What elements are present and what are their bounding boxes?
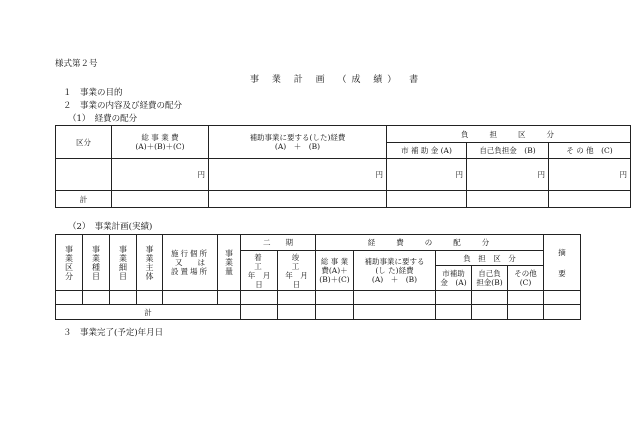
header-self-burden: 自己負 担金(B) — [472, 266, 508, 291]
header-self-burden: 自己負担金 (B) — [467, 143, 549, 159]
header-period: 二 期 — [241, 235, 316, 251]
yen-unit: 円 — [467, 159, 549, 191]
yen-unit: 円 — [387, 159, 467, 191]
table-row — [56, 159, 631, 191]
header-remarks: 摘 要 — [544, 235, 581, 291]
item-content-and-expense: ２ 事業の内容及び経費の配分 — [63, 101, 183, 111]
business-plan-table — [55, 234, 581, 320]
header-city-subsidy: 市 補 助 金 (A) — [387, 143, 467, 159]
document-title: 事 業 計 画 （成 績） 書 — [250, 75, 424, 85]
header-jigyo-shubetsu: 事業種目 — [83, 235, 110, 291]
subheading-expense-allocation: （1） 経費の配分 — [68, 114, 138, 124]
header-expense-allocation: 経 費 の 配 分 — [316, 235, 544, 251]
item-completion-date: ３ 事業完了(予定)年月日 — [63, 328, 164, 338]
total-label: 計 — [56, 305, 241, 320]
expense-allocation-table — [55, 125, 631, 208]
header-city-subsidy: 市補助 金 (A) — [436, 266, 472, 291]
total-row — [56, 191, 631, 208]
form-number: 様式第２号 — [55, 59, 98, 69]
header-jigyoryo: 事業量 — [218, 235, 241, 291]
subheading-business-plan: （2） 事業計画(実績) — [68, 222, 153, 232]
total-label: 計 — [56, 191, 112, 208]
yen-unit: 円 — [209, 159, 387, 191]
header-kubun: 区分 — [56, 126, 112, 159]
header-place: 施行個所 又 は 設置場所 — [163, 235, 218, 291]
header-jigyo-kubun: 事業区分 — [56, 235, 83, 291]
header-subsidy-cost: 補助事業に要する(した)経費 (A) ＋ (B) — [209, 126, 387, 159]
header-end-date: 竣 工 年 月 日 — [278, 251, 316, 291]
header-start-date: 着 工 年 月 日 — [241, 251, 278, 291]
header-burden: 負 担 区 分 — [436, 251, 544, 266]
yen-unit: 円 — [112, 159, 209, 191]
table-row — [56, 291, 581, 305]
header-jigyo-saimoku: 事業細目 — [110, 235, 137, 291]
header-other: そ の 他 (C) — [549, 143, 631, 159]
header-total-cost: 総 事 業 費 (A)＋(B)＋(C) — [112, 126, 209, 159]
header-subsidy-cost: 補助事業に要する (し た)経費 (A) ＋ (B) — [354, 251, 436, 291]
total-row — [56, 305, 581, 320]
header-burden: 負 担 区 分 — [387, 126, 631, 143]
header-jigyo-shutai: 事業主体 — [137, 235, 163, 291]
yen-unit: 円 — [549, 159, 631, 191]
item-purpose: １ 事業の目的 — [63, 88, 123, 98]
header-total-cost: 総 事 業 費(A)＋ (B)＋(C) — [316, 251, 354, 291]
header-other: その他 (C) — [508, 266, 544, 291]
